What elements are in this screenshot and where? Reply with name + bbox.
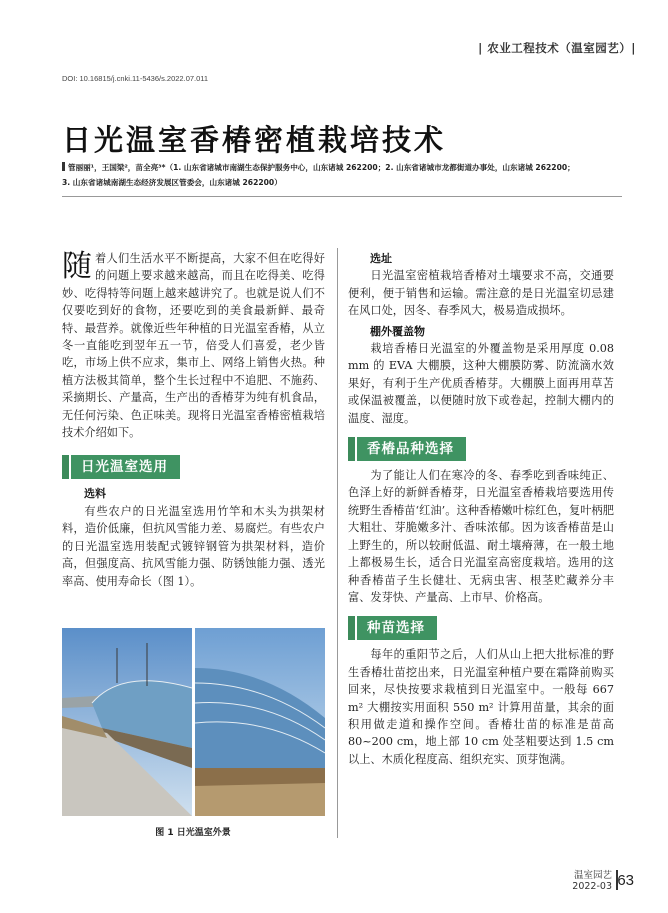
section-marker	[348, 616, 355, 640]
paragraph-materials: 有些农户的日光温室选用竹竿和木头为拱架材料，造价低廉，但抗风雪能力差、易腐烂。有些农户的日光温室选用装配式镀锌钢管为拱架材料，造价高，但强度高、抗风雪能力强、防锈蚀能力强、透光率高、使用寿命长（图 1）。	[62, 504, 325, 588]
magazine-name: 温室园艺	[573, 870, 612, 881]
column-header: | 农业工程技术（温室园艺）|	[478, 41, 636, 55]
paragraph-cover: 栽培香椿日光温室的外覆盖物是采用厚度 0.08 mm 的 EVA 大棚膜，这种大棚膜防雾、防流滴水效果好，有利于生产优质香椿芽。大棚膜上面再用草苫或保温被覆盖，以便随时放下或卷起，控制大棚内的温度、湿度。	[348, 342, 614, 425]
doi-text: DOI: 10.16815/j.cnki.11-5436/s.2022.07.011	[62, 74, 209, 83]
figure-caption: 图 1 日光温室外景	[155, 828, 231, 838]
subheading-site: 选址	[370, 252, 392, 265]
right-column	[348, 250, 614, 768]
section-marker	[348, 437, 355, 461]
issue-number: 2022-03	[572, 881, 612, 892]
left-column	[62, 250, 325, 590]
section-title: 香椿品种选择	[357, 437, 466, 461]
subheading-materials: 选料	[84, 487, 106, 501]
paragraph-site: 日光温室密植栽培香椿对土壤要求不高，交通要便利，便于销售和运输。需注意的是日光温室切忌建在风口处，因冬、春季风大，极易造成损坏。	[348, 269, 614, 318]
section-marker	[62, 455, 69, 479]
intro-paragraph	[62, 250, 325, 441]
paragraph-seedling: 每年的重阳节之后，人们从山上把大批标准的野生香椿壮苗挖出来，日光温室种植户要在霜降前购买回来，尽快按要求栽植到日光温室中。一般每 667 m² 大棚按实用面积 550 m² 计算用苗量，其余的面积用做走道和操作空间。香椿壮苗的标准是苗高 80~200 cm，地上部 10 cm 处茎粗要达到 1.5 cm 以上、木质化程度高、组织充实、顶芽饱满。	[348, 648, 614, 766]
section-heading-greenhouse	[62, 455, 325, 479]
paragraph-variety: 为了能让人们在寒冷的冬、春季吃到香味纯正、色泽上好的新鲜香椿芽，日光温室香椿栽培要选用传统野生香椿苗‘红油’。这种香椿嫩叶棕红色，复叶柄肥大粗壮、芽脆嫩多汁、香味浓郁。因为该香椿苗是山上野生的，所以较耐低温、耐土壤瘠薄，在一般土地上都极易生长，适合日光温室高密度栽培。选用的这种香椿苗子生长健壮、无病虫害、根茎贮藏养分丰富、发芽快、产量高、上市早、价格高。	[348, 469, 614, 604]
footer-magazine	[572, 870, 618, 892]
subheading-cover: 棚外覆盖物	[370, 324, 425, 338]
greenhouse-photo-left	[62, 628, 192, 816]
page-number: 63	[617, 872, 634, 889]
author-block	[62, 160, 622, 190]
column-divider	[337, 248, 338, 838]
section-heading-seedling	[348, 616, 614, 640]
drop-cap: 随	[62, 249, 92, 284]
authors-line-1: 管丽丽¹，王国梁²，苗全亮³*（1. 山东省诸城市南湖生态保护服务中心，山东诸城 262200；2. 山东省诸城市龙都街道办事处，山东诸城 262200；	[68, 163, 575, 172]
article-title: 日光温室香椿密植栽培技术	[62, 123, 447, 157]
author-marker	[62, 162, 65, 171]
greenhouse-photo-right	[195, 628, 325, 816]
authors-line-2: 3. 山东省诸城南湖生态经济发展区管委会，山东诸城 262200）	[62, 178, 282, 187]
section-heading-variety	[348, 437, 614, 461]
section-title: 日光温室选用	[71, 455, 180, 479]
intro-text: 着人们生活水平不断提高，大家不但在吃得好的问题上要求越来越高，而且在吃得美、吃得妙、吃得特等问题上越来越讲究了。也就是说人们不仅要吃到好的食物，还要吃到的美食最新鲜、最奇特、最营养。就像近些年种植的日光温室香椿，从立冬一直能吃到翌年五一节，倍受人们喜爱，老少皆吃，市场上供不应求，集市上、网络上销售火热。种植方法极其简单，整个生长过程中不追肥、不施药、采摘期长、产量高，生产出的香椿芽为纯有机食品，无任何污染、色正味美。现将日光温室香椿密植栽培技术介绍如下。	[62, 252, 325, 440]
header-rule	[62, 196, 622, 197]
section-title: 种苗选择	[357, 616, 437, 640]
